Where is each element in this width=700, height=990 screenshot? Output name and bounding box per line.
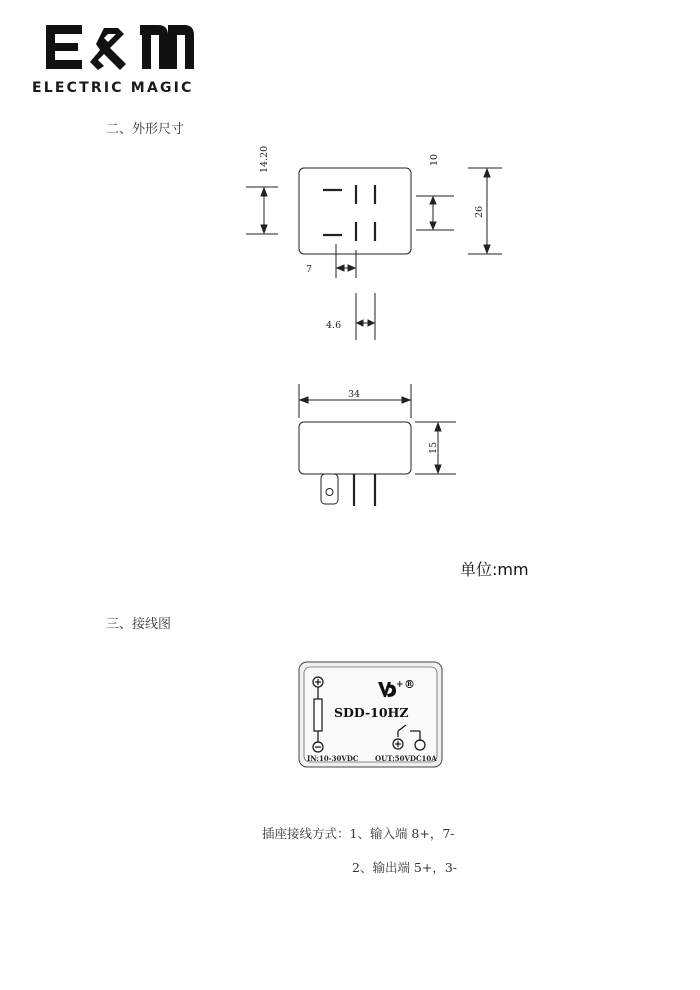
brand-tagline: ELECTRIC MAGIC <box>32 80 194 96</box>
relay-body-side <box>299 422 411 474</box>
dim-total-label: 26 <box>474 205 485 218</box>
dim-height-label: 14.20 <box>259 145 270 173</box>
dim-pin-offset-label: 7 <box>306 264 313 275</box>
dim-pin-spacing-label: 10 <box>429 153 440 166</box>
pin-hole <box>326 489 333 496</box>
relay-body-top <box>299 168 411 254</box>
top-view-drawing <box>220 140 520 350</box>
em-logo-icon <box>46 25 194 70</box>
wiring-title: 三、接线图 <box>106 617 172 632</box>
unit-label: 单位:mm <box>460 560 529 579</box>
output-rating: OUT:50VDC10A <box>375 754 437 763</box>
relay-label-plate <box>298 661 444 769</box>
input-rating: IN:10-30VDC <box>307 754 359 763</box>
svg-text:+: + <box>396 680 404 690</box>
registered-mark: ® <box>404 678 415 691</box>
side-view-drawing <box>280 378 460 518</box>
brand-logo <box>44 22 204 74</box>
wiring-note-output: 2、输出端 5+，3- <box>352 860 458 875</box>
wiring-note-input: 插座接线方式：1、输入端 8+，7- <box>262 826 455 841</box>
dim-width-label: 34 <box>348 389 361 400</box>
relay-model: SDD-10HZ <box>334 705 409 720</box>
dimensions-title: 二、外形尺寸 <box>106 122 185 137</box>
dim-side-height-label: 15 <box>428 441 439 454</box>
dim-pin-gap-label: 4.6 <box>326 320 342 331</box>
